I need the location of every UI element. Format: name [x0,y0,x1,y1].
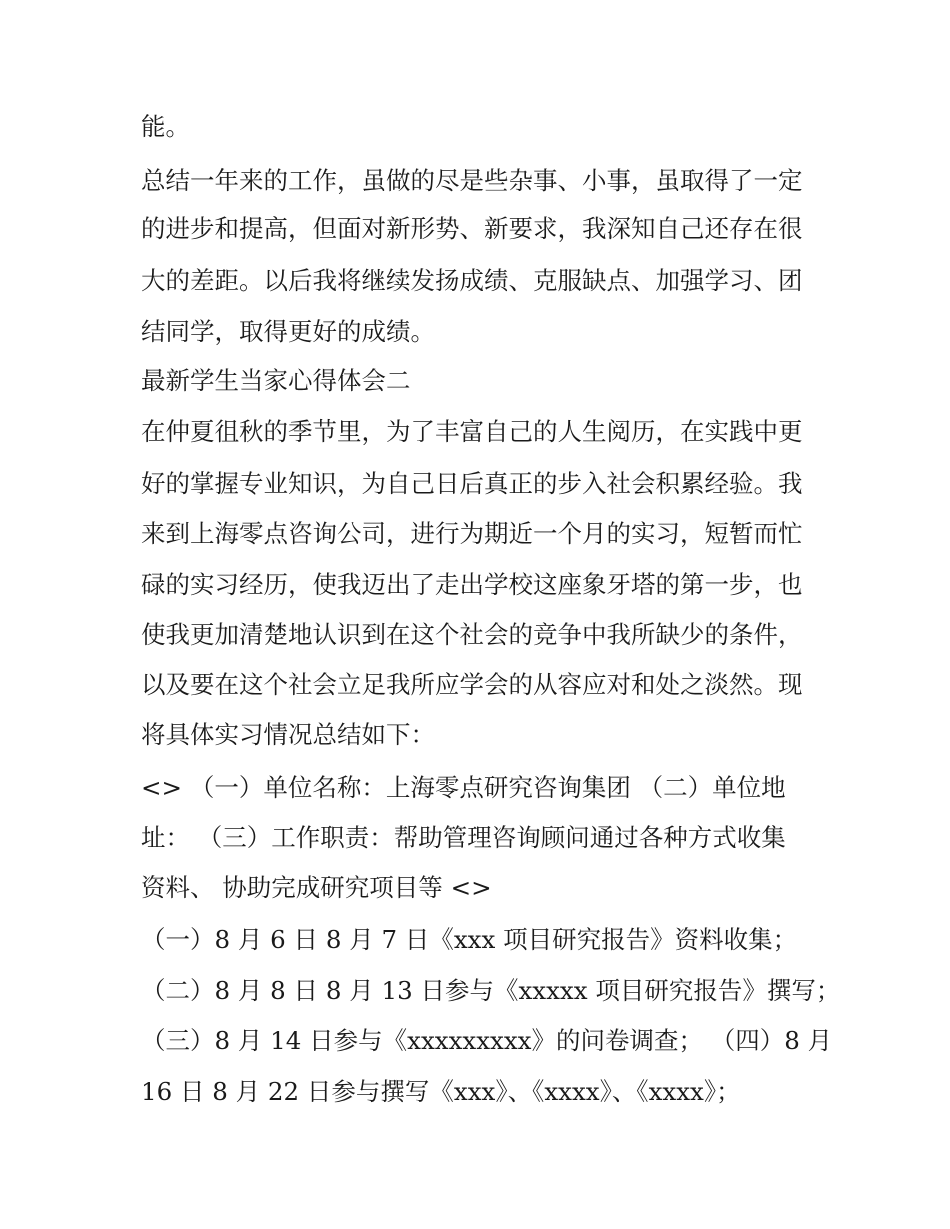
text-line: 16 日 8 月 22 日参与撰写《xxx》、《xxxx》、《xxxx》； [141,1077,741,1106]
text-line: 以及要在这个社会立足我所应学会的从容应对和处之淡然。现 [141,670,803,699]
text-line: 将具体实习情况总结如下： [141,720,435,749]
text-line: 总结一年来的工作，虽做的尽是些杂事、小事，虽取得了一定 [141,166,803,195]
text-line: 资料、 协助完成研究项目等 <> [141,873,492,902]
text-line: （三）8 月 14 日参与《xxxxxxxxx》的问卷调查； （四）8 月 [141,1026,833,1055]
text-line: 好的掌握专业知识，为自己日后真正的步入社会积累经验。我 [141,469,803,498]
text-line: 在仲夏徂秋的季节里，为了丰富自己的人生阅历，在实践中更 [141,417,803,446]
text-line: 使我更加清楚地认识到在这个社会的竞争中我所缺少的条件， [141,620,803,649]
text-line: （二）8 月 8 日 8 月 13 日参与《xxxxx 项目研究报告》撰写； [141,976,841,1005]
text-line: <> （一）单位名称：上海零点研究咨询集团 （二）单位地 [141,773,786,802]
text-line: （一）8 月 6 日 8 月 7 日《xxx 项目研究报告》资料收集； [141,925,798,954]
text-line: 能。 [141,112,190,141]
text-line: 碌的实习经历，使我迈出了走出学校这座象牙塔的第一步，也 [141,570,803,599]
section-heading: 最新学生当家心得体会二 [141,366,411,395]
text-line: 来到上海零点咨询公司，进行为期近一个月的实习，短暂而忙 [141,519,803,548]
text-line: 结同学，取得更好的成绩。 [141,317,435,346]
text-line: 大的差距。以后我将继续发扬成绩、克服缺点、加强学习、团 [141,266,803,295]
text-line: 的进步和提高，但面对新形势、新要求，我深知自己还存在很 [141,214,803,243]
text-line: 址： （三）工作职责：帮助管理咨询顾问通过各种方式收集 [141,823,786,852]
